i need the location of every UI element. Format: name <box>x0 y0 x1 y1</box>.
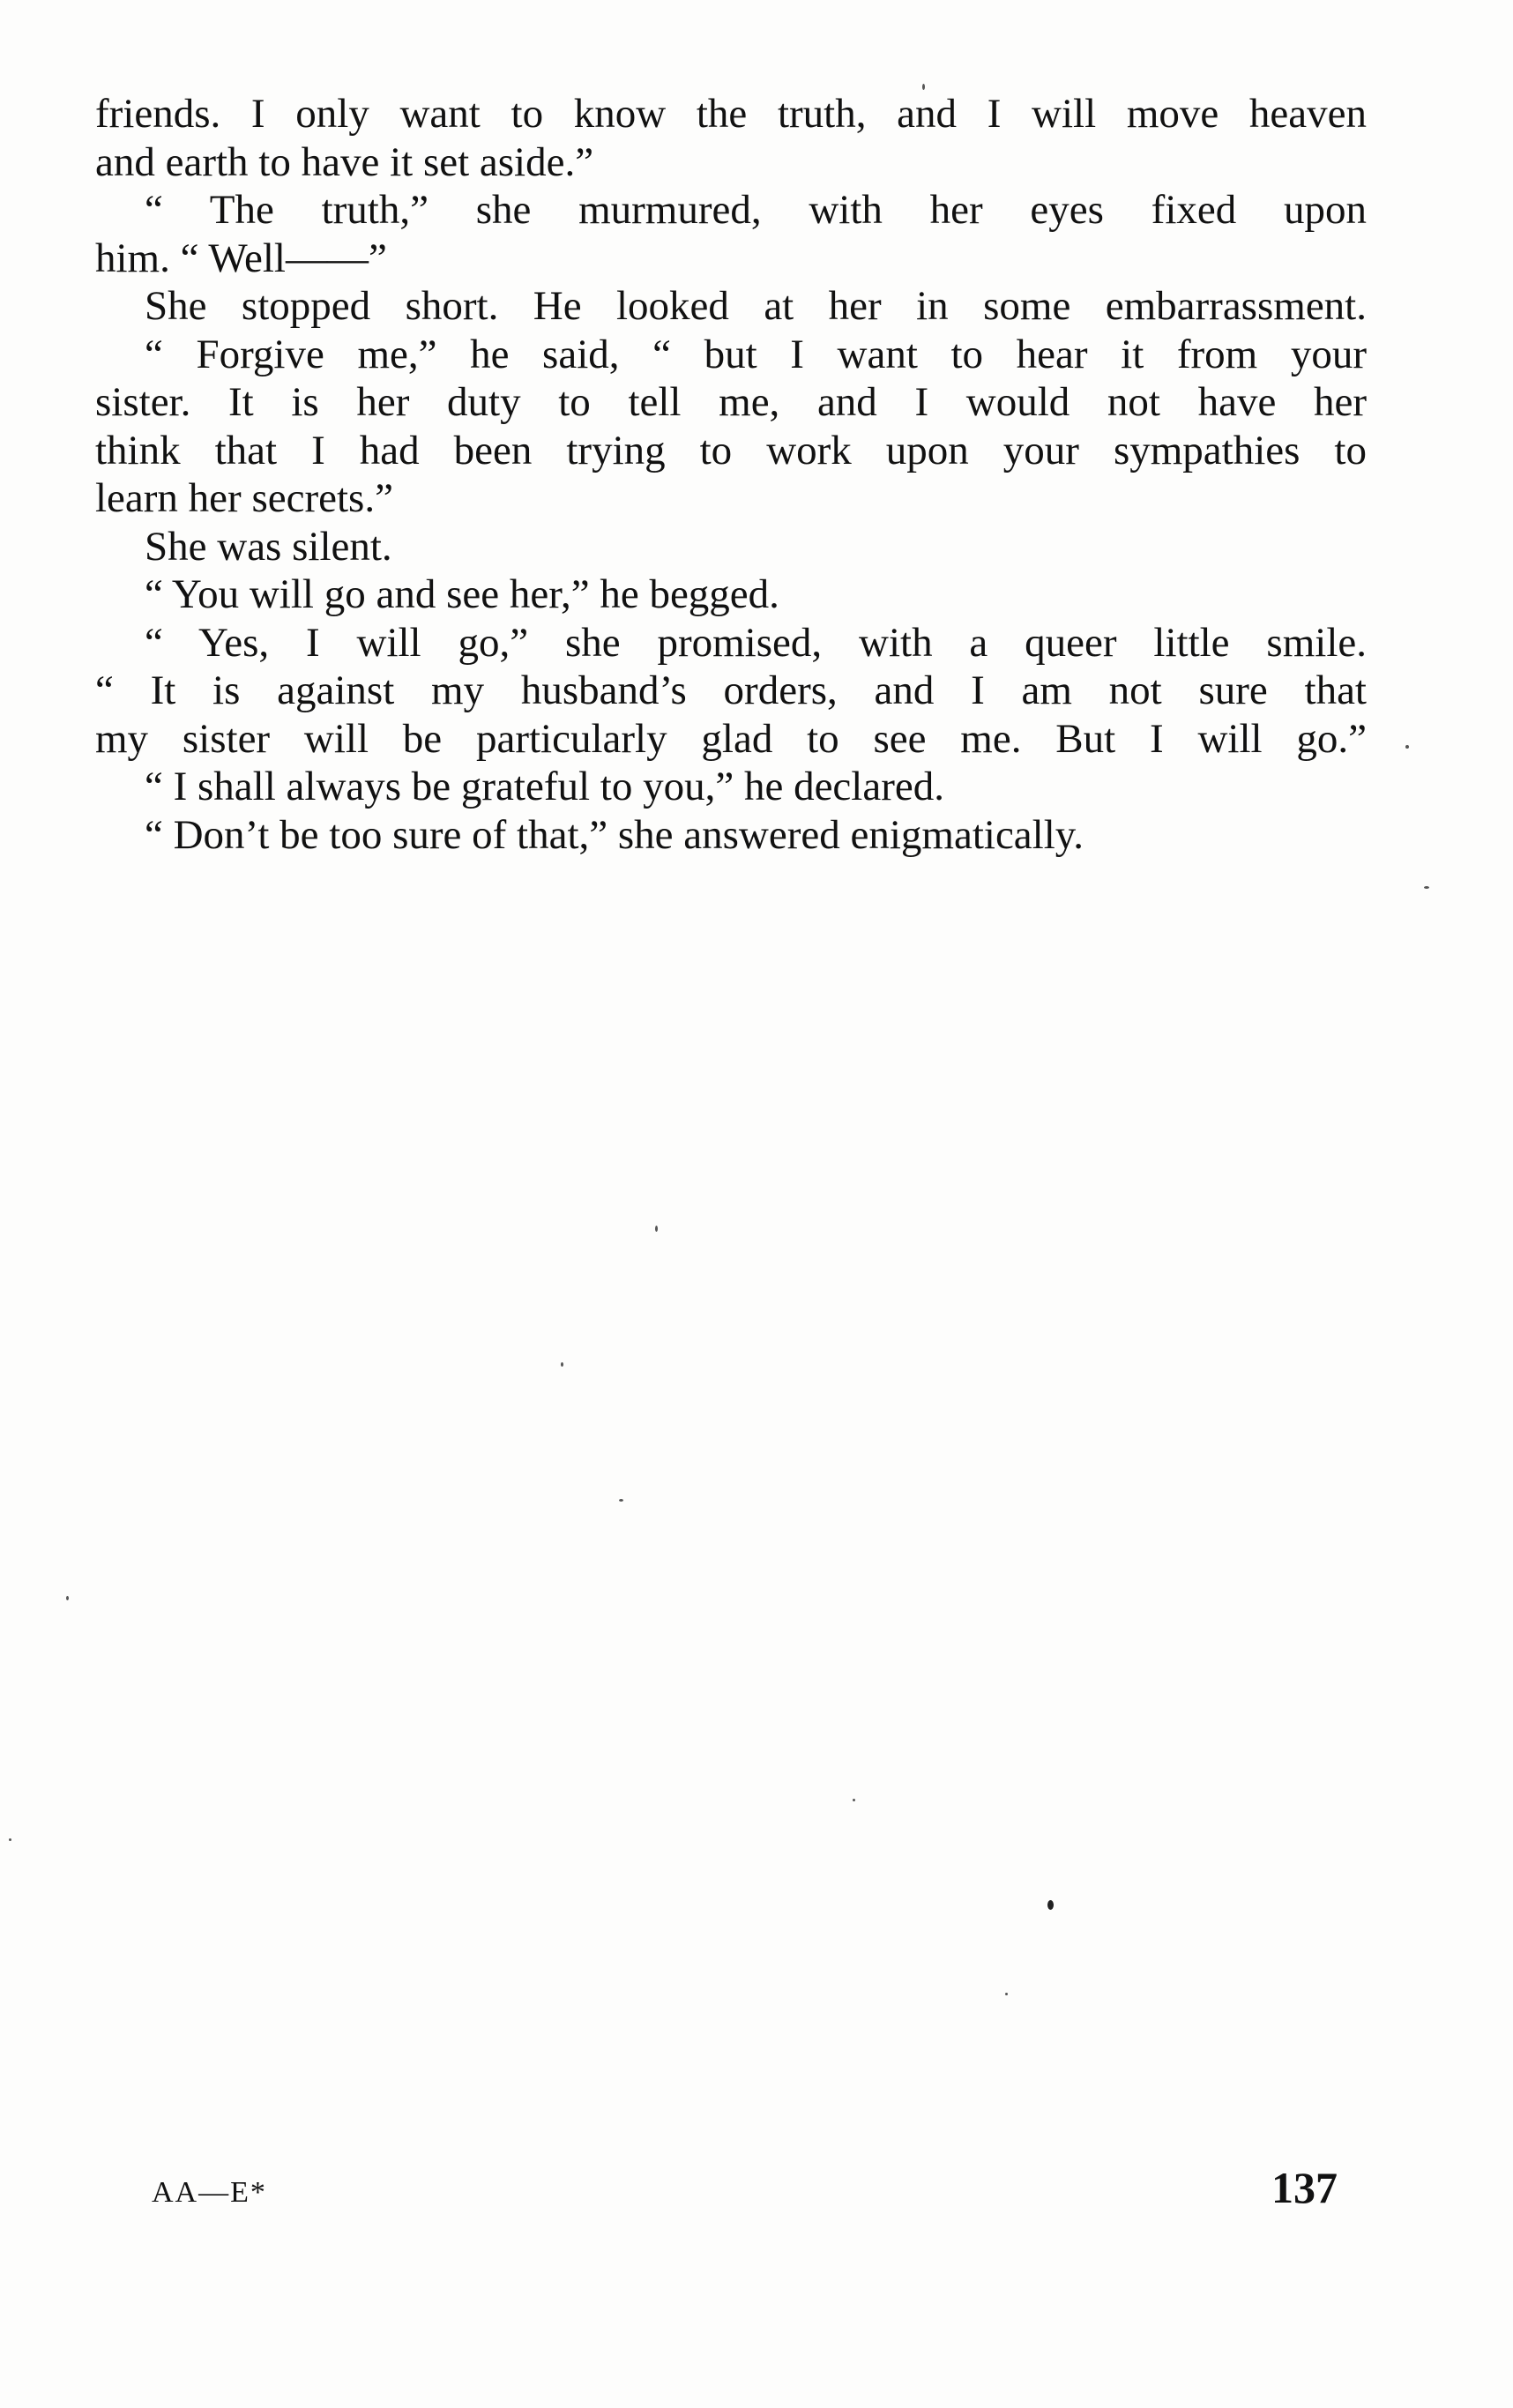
text-line: “ Don’t be too sure of that,” she answered enigmatically. <box>145 811 1084 858</box>
text-line: “ You will go and see her,” he begged. <box>145 571 779 617</box>
scan-speck <box>922 84 925 90</box>
text-line: learn her secrets.” <box>95 475 393 521</box>
text-line: She was silent. <box>145 523 392 570</box>
scan-speck <box>1424 886 1429 889</box>
text-line: him. “ Well——” <box>95 235 387 281</box>
text-line: think that I had been trying to work upon your sympathies to <box>95 427 1367 473</box>
printer-signature: AA—E* <box>152 2176 267 2209</box>
text-line: “ Yes, I will go,” she promised, with a queer little smile. <box>145 619 1367 666</box>
scan-speck <box>66 1596 69 1600</box>
scan-speck <box>1047 1900 1054 1910</box>
scan-speck <box>1405 745 1409 749</box>
text-line: sister. It is her duty to tell me, and I would not have her <box>95 379 1367 425</box>
text-line: “ I shall always be grateful to you,” he declared. <box>145 764 944 809</box>
text-line: friends. I only want to know the truth, and I will move heaven <box>95 91 1367 137</box>
text-line: “ Forgive me,” he said, “ but I want to hear it from your <box>145 331 1367 377</box>
scan-speck <box>9 1838 11 1841</box>
scan-speck <box>1005 1993 1008 1995</box>
page-number: 137 <box>1271 2163 1338 2212</box>
text-line: my sister will be particularly glad to see me. But I will go.” <box>95 715 1367 762</box>
text-line: “ The truth,” she murmured, with her eyes fixed upon <box>145 187 1367 233</box>
scan-speck <box>619 1499 623 1502</box>
text-line: She stopped short. He looked at her in some embarrassment. <box>145 283 1367 329</box>
body-text <box>95 90 1367 859</box>
scan-speck <box>655 1226 658 1232</box>
text-line: “ It is against my husband’s orders, and I am not sure that <box>95 667 1367 713</box>
text-line: and earth to have it set aside.” <box>95 138 594 185</box>
scan-speck <box>853 1799 855 1801</box>
scan-speck <box>561 1362 563 1367</box>
